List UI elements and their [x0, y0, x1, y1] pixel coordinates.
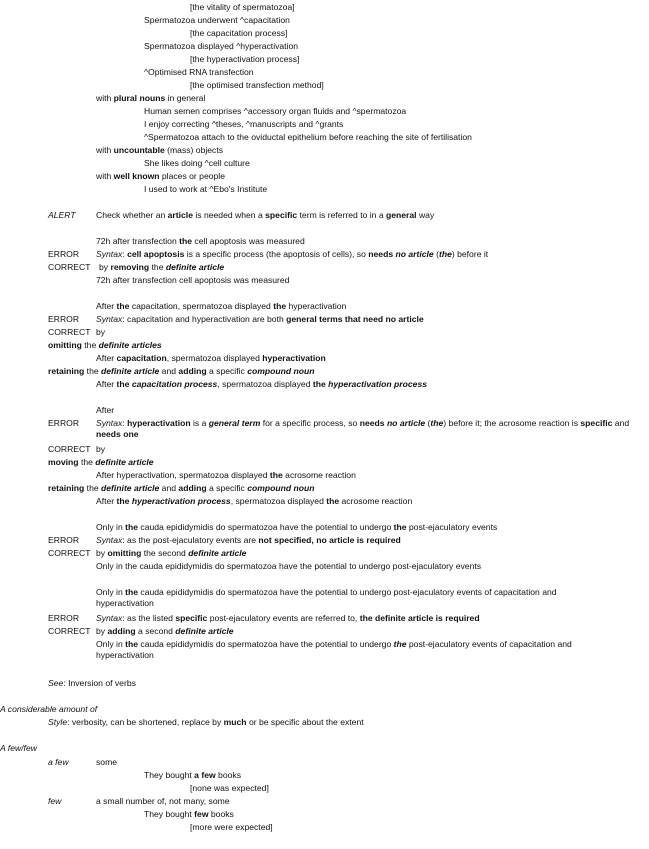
corrected-sentence: After the capacitation process, spermatozoa displayed the hyperactivation process [96, 379, 428, 389]
correction-method: retaining the definite article and adding a specific compound noun [48, 366, 315, 376]
corrected-sentence: After hyperactivation, spermatozoa displayed the acrosome reaction [96, 470, 356, 480]
example-sentence: After [96, 405, 115, 415]
example-line: She likes doing ^cell culture [144, 158, 250, 168]
example-sentence: After the capacitation, spermatozoa displayed the hyperactivation [96, 301, 347, 311]
error-explanation: Syntax: cell apoptosis is a specific process (the apoptosis of cells), so needs no article (the) before it [96, 249, 489, 259]
correct-label: CORRECT [48, 444, 91, 454]
example-sentence: 72h after transfection the cell apoptosis was measured [96, 236, 305, 246]
correct-label: CORRECT [48, 262, 91, 272]
example-line: They bought few books [144, 809, 234, 819]
correction-method: retaining the definite article and adding a specific compound noun [48, 483, 315, 493]
alert-label: ALERT [48, 210, 76, 220]
error-label: ERROR [48, 418, 80, 428]
error-explanation: Syntax: hyperactivation is a general term for a specific process, so needs no article (the) before it; the acrosome reaction is specific and needs one [96, 418, 630, 439]
corrected-sentence: After capacitation, spermatozoa displayed hyperactivation [96, 353, 326, 363]
alert-text: Check whether an article is needed when a specific term is referred to in a general way [96, 210, 435, 220]
error-explanation: Syntax: as the listed specific post-ejaculatory events are referred to, the definite article is required [96, 613, 480, 623]
note-line: [the hyperactivation process] [190, 54, 300, 64]
corrected-sentence: After the hyperactivation process, spermatozoa displayed the acrosome reaction [96, 496, 413, 506]
correction-by: by [96, 444, 106, 454]
note-line: [the capacitation process] [190, 28, 288, 38]
example-line: Spermatozoa displayed ^hyperactivation [144, 41, 299, 51]
correct-label: CORRECT [48, 327, 91, 337]
corrected-sentence: 72h after transfection cell apoptosis was measured [96, 275, 290, 285]
example-line: ^Optimised RNA transfection [144, 67, 254, 77]
example-line: I used to work at ^Ebo's Institute [144, 184, 268, 194]
style-note: Style: verbosity, can be shortened, replace by much or be specific about the extent [48, 717, 364, 727]
correction-method: by adding a second definite article [96, 626, 234, 636]
note-line: [more were expected] [190, 822, 273, 832]
correction-method: omitting the definite articles [48, 340, 162, 350]
correction-method: by omitting the second definite article [96, 548, 247, 558]
term-label: few [48, 796, 62, 806]
term-definition: a small number of, not many, some [96, 796, 230, 806]
error-label: ERROR [48, 535, 80, 545]
correct-label: CORRECT [48, 548, 91, 558]
example-line: I enjoy correcting ^theses, ^manuscripts and ^grants [144, 119, 344, 129]
entry-heading: A few/few [0, 743, 37, 753]
correction-by: by [96, 327, 106, 337]
error-explanation: Syntax: capacitation and hyperactivation are both general terms that need no article [96, 314, 424, 324]
error-label: ERROR [48, 613, 80, 623]
see-also: See: Inversion of verbs [48, 678, 136, 688]
correction-method: by removing the definite article [99, 262, 225, 272]
error-label: ERROR [48, 249, 80, 259]
rule-line: with plural nouns in general [96, 93, 206, 103]
entry-heading: A considerable amount of [0, 704, 98, 714]
corrected-sentence: Only in the cauda epididymidis do spermatozoa have the potential to undergo post-ejaculatory events [96, 561, 482, 571]
example-line: ^Spermatozoa attach to the oviductal epithelium before reaching the site of fertilisation [144, 132, 472, 142]
correct-label: CORRECT [48, 626, 91, 636]
example-line: Spermatozoa underwent ^capacitation [144, 15, 290, 25]
example-line: Human semen comprises ^accessory organ fluids and ^spermatozoa [144, 106, 407, 116]
corrected-sentence: Only in the cauda epididymidis do spermatozoa have the potential to undergo the post-ejaculatory events of capacitation and hyperactivation [96, 639, 572, 660]
example-line: They bought a few books [144, 770, 241, 780]
rule-line: with uncountable (mass) objects [96, 145, 224, 155]
example-sentence: Only in the cauda epididymidis do spermatozoa have the potential to undergo the post-ejaculatory events [96, 522, 498, 532]
rule-line: with well known places or people [96, 171, 225, 181]
note-line: [the vitality of spermatozoa] [190, 2, 295, 12]
correction-method: moving the definite article [48, 457, 154, 467]
error-explanation: Syntax: as the post-ejaculatory events are not specified, no article is required [96, 535, 401, 545]
term-label: a few [48, 757, 69, 767]
term-definition: some [96, 757, 118, 767]
error-label: ERROR [48, 314, 80, 324]
note-line: [none was expected] [190, 783, 269, 793]
example-sentence: Only in the cauda epididymidis do spermatozoa have the potential to undergo post-ejaculatory events of capacitation and hyperactivation [96, 587, 557, 608]
note-line: [the optimised transfection method] [190, 80, 324, 90]
